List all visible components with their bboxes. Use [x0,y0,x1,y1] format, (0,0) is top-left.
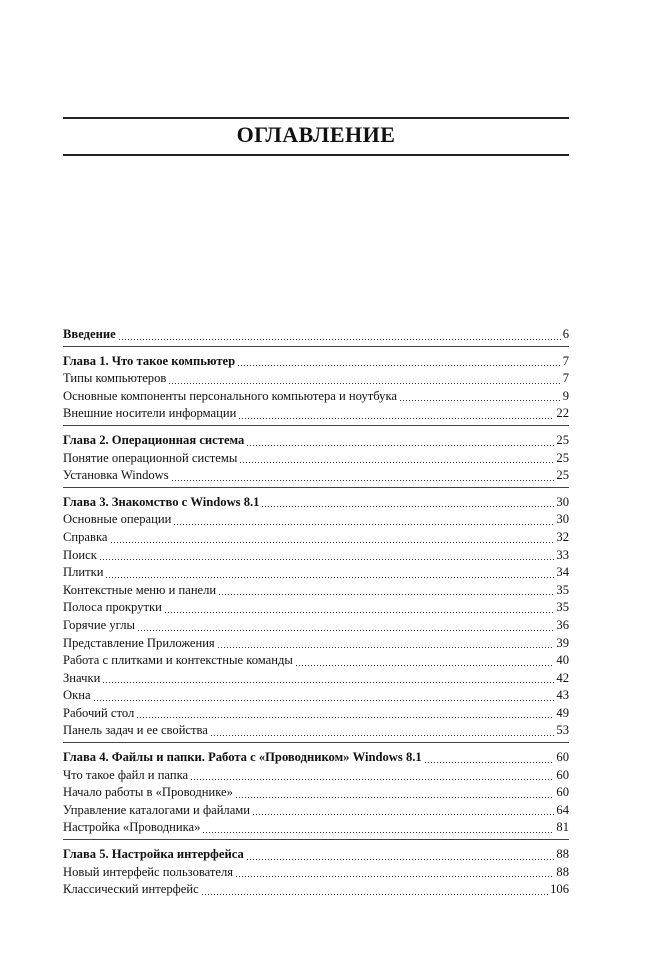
toc-chapter-entry[interactable] [63,494,569,512]
dot-leader [118,339,561,340]
toc-entry-label: Глава 1. Что такое компьютер [63,353,236,368]
toc-entry-label: Панель задач и ее свойства [63,723,208,738]
toc-page-number: 88 [556,864,569,879]
dot-leader [246,859,555,860]
toc-page-number: 25 [556,450,569,465]
toc-page-number: 60 [556,767,569,782]
toc-entry[interactable] [63,388,569,406]
toc-page-number: 34 [556,565,569,580]
toc-chapter-entry[interactable] [63,432,569,450]
toc-page-number: 32 [556,529,569,544]
toc-entry-label: Представление Приложения [63,635,215,650]
toc-entry[interactable] [63,564,569,582]
toc-entry[interactable] [63,784,569,802]
dot-leader [93,700,555,701]
toc-page-number: 53 [556,723,569,738]
toc-page-number: 35 [556,600,569,615]
dot-leader [238,418,554,419]
page-title: ОГЛАВЛЕНИЕ [236,122,396,147]
toc-entry-label: Глава 4. Файлы и папки. Работа с «Проводником» Windows 8.1 [63,750,422,765]
toc-entry-label: Что такое файл и папка [63,767,189,782]
toc-entry[interactable] [63,864,569,882]
toc-entry-label: Глава 5. Настройка интерфейса [63,847,244,862]
dot-leader [399,400,561,401]
toc-page-number: 30 [556,494,569,509]
toc-entry[interactable] [63,881,569,899]
toc-page-number: 7 [562,371,569,386]
toc-entry-label: Поиск [63,547,97,562]
toc-page-number: 49 [556,705,569,720]
toc-page-number: 64 [556,802,569,817]
toc-entry[interactable] [63,767,569,785]
toc-page-number: 6 [562,327,569,341]
table-of-contents [63,326,569,907]
dot-leader [235,797,554,798]
toc-page-number: 33 [556,547,569,562]
title-rule-bottom [63,154,569,156]
toc-entry-label: Настройка «Проводника» [63,820,201,835]
toc-entry[interactable] [63,599,569,617]
dot-leader [239,462,554,463]
toc-entry[interactable] [63,617,569,635]
toc-entry[interactable] [63,405,569,423]
toc-entry-label: Основные операции [63,512,172,527]
dot-leader [210,735,555,736]
toc-entry-label: Контекстные меню и панели [63,582,217,597]
toc-entry[interactable] [63,511,569,529]
toc-entry-label: Горячие углы [63,617,135,632]
dot-leader [261,506,554,507]
dot-leader [295,665,555,666]
dot-leader [246,445,554,446]
toc-page-number: 25 [556,432,569,447]
toc-entry-label: Полоса прокрутки [63,600,162,615]
toc-page-number: 88 [556,847,569,862]
toc-entry-label: Окна [63,688,91,703]
title-rule-top [63,117,569,119]
toc-entry-label: Внешние носители информации [63,406,237,421]
toc-entry[interactable] [63,529,569,547]
toc-entry-label: Плитки [63,565,104,580]
dot-leader [102,682,554,683]
toc-page-number: 39 [556,635,569,650]
dot-leader [424,762,555,763]
toc-entry[interactable] [63,722,569,740]
toc-page-number: 25 [556,468,569,483]
dot-leader [218,594,554,595]
dot-leader [137,630,554,631]
toc-entry-label: Установка Windows [63,468,169,483]
toc-entry[interactable] [63,467,569,485]
toc-page-number: 106 [550,882,569,897]
toc-page-number: 81 [556,820,569,835]
toc-entry-label: Введение [63,327,116,341]
toc-entry[interactable] [63,370,569,388]
dot-leader [110,542,555,543]
toc-chapter-entry[interactable] [63,326,569,344]
toc-section [63,326,569,347]
toc-entry[interactable] [63,652,569,670]
toc-page-number: 60 [556,750,569,765]
dot-leader [190,779,554,780]
toc-entry[interactable] [63,635,569,653]
dot-leader [237,365,561,366]
toc-entry[interactable] [63,687,569,705]
toc-page-number: 42 [556,670,569,685]
toc-section [63,846,569,901]
dot-leader [136,717,554,718]
dot-leader [171,480,555,481]
toc-entry-label: Рабочий стол [63,705,135,720]
toc-entry[interactable] [63,450,569,468]
toc-page-number: 36 [556,617,569,632]
toc-page-number: 22 [556,406,569,421]
toc-entry-label: Понятие операционной системы [63,450,238,465]
toc-section [63,353,569,426]
toc-page-number: 35 [556,582,569,597]
toc-entry[interactable] [63,547,569,565]
toc-section [63,432,569,488]
toc-entry-label: Новый интерфейс пользователя [63,864,234,879]
toc-entry-label: Справка [63,529,108,544]
dot-leader [173,524,554,525]
toc-entry-label: Типы компьютеров [63,371,167,386]
toc-entry-label: Работа с плитками и контекстные команды [63,653,293,668]
dot-leader [99,559,555,560]
toc-entry[interactable] [63,802,569,820]
toc-entry-label: Основные компоненты персонального компьютера и ноутбука [63,388,397,403]
toc-entry-label: Управление каталогами и файлами [63,802,251,817]
dot-leader [235,876,554,877]
toc-entry-label: Начало работы в «Проводнике» [63,785,233,800]
dot-leader [202,832,554,833]
toc-entry[interactable] [63,670,569,688]
toc-chapter-entry[interactable] [63,749,569,767]
toc-page-number: 9 [562,388,569,403]
dot-leader [164,612,555,613]
toc-entry[interactable] [63,819,569,837]
toc-chapter-entry[interactable] [63,846,569,864]
toc-entry-label: Значки [63,670,101,685]
dot-leader [201,894,548,895]
toc-page-number: 60 [556,785,569,800]
toc-page-number: 43 [556,688,569,703]
toc-chapter-entry[interactable] [63,353,569,371]
toc-entry-label: Глава 3. Знакомство с Windows 8.1 [63,494,260,509]
dot-leader [252,814,554,815]
toc-section [63,494,569,743]
dot-leader [168,383,560,384]
toc-page-number: 40 [556,653,569,668]
dot-leader [105,577,554,578]
toc-entry[interactable] [63,582,569,600]
toc-entry-label: Классический интерфейс [63,882,199,897]
toc-entry-label: Глава 2. Операционная система [63,432,245,447]
toc-page-number: 30 [556,512,569,527]
toc-section [63,749,569,840]
dot-leader [217,647,555,648]
toc-entry[interactable] [63,705,569,723]
toc-page-number: 7 [562,353,569,368]
